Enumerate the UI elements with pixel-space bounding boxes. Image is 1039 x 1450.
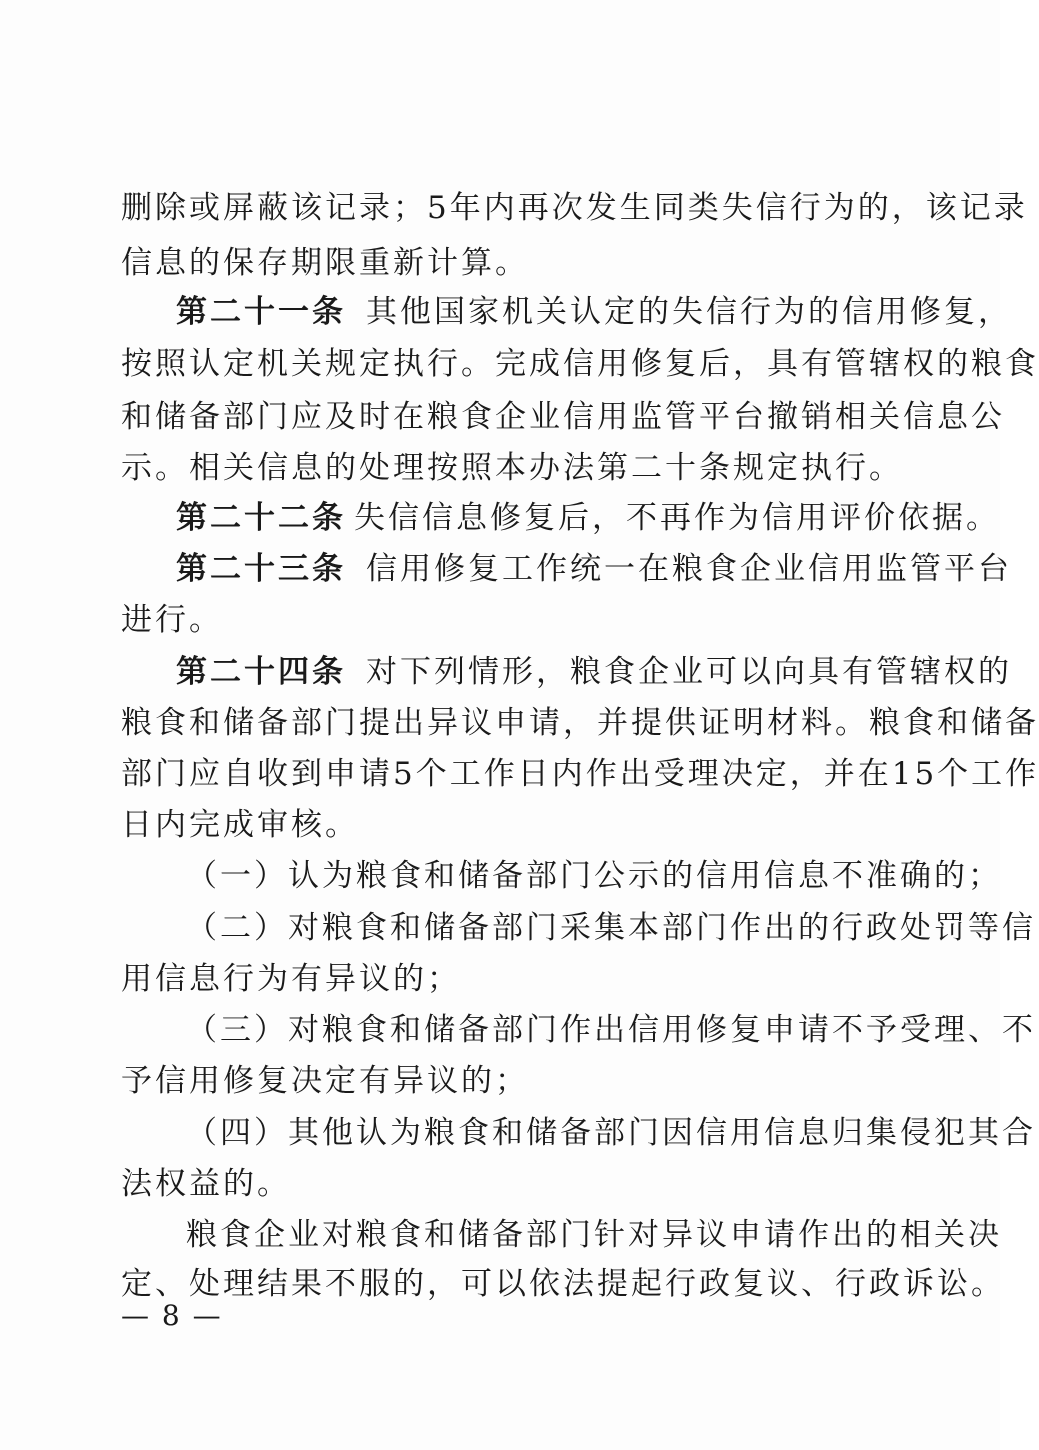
article-24-text: 对下列情形，粮食企业可以向具有管辖权的 [366, 654, 1012, 690]
text-line: 日内完成审核。 [121, 807, 359, 843]
article-22-heading: 第二十二条 [176, 500, 346, 536]
text-line: 定、处理结果不服的，可以依法提起行政复议、行政诉讼。 [121, 1266, 1005, 1302]
text-line: 部门应自收到申请5个工作日内作出受理决定，并在15个工作 [121, 756, 1039, 792]
text-line: 予信用修复决定有异议的； [121, 1063, 529, 1099]
text-line: 信息的保存期限重新计算。 [121, 245, 529, 281]
article-23-text: 信用修复工作统一在粮食企业信用监管平台 [366, 551, 1012, 587]
article-24-heading: 第二十四条 [176, 654, 346, 690]
page-number: — 8 — [121, 1299, 223, 1332]
list-item: （一）认为粮食和储备部门公示的信用信息不准确的； [186, 858, 1002, 894]
article-21-text: 其他国家机关认定的失信行为的信用修复， [366, 294, 1012, 330]
text-line: 示。相关信息的处理按照本办法第二十条规定执行。 [121, 450, 903, 486]
list-item: （三）对粮食和储备部门作出信用修复申请不予受理、不 [186, 1012, 1036, 1048]
text-line: 和储备部门应及时在粮食企业信用监管平台撤销相关信息公 [121, 399, 1005, 435]
text-line: 按照认定机关规定执行。完成信用修复后，具有管辖权的粮食 [121, 346, 1039, 382]
article-23-heading: 第二十三条 [176, 551, 346, 587]
article-22 [176, 492, 1000, 544]
text-line: 粮食企业对粮食和储备部门针对异议申请作出的相关决 [186, 1217, 1002, 1253]
article-22-text: 失信信息修复后，不再作为信用评价依据。 [354, 500, 1000, 536]
text-line: 进行。 [121, 602, 223, 638]
article-24 [176, 646, 1012, 698]
article-21-heading: 第二十一条 [176, 294, 346, 330]
list-item: （四）其他认为粮食和储备部门因信用信息归集侵犯其合 [186, 1115, 1036, 1151]
article-23 [176, 543, 1012, 595]
list-item: （二）对粮食和储备部门采集本部门作出的行政处罚等信 [186, 910, 1036, 946]
text-line: 法权益的。 [121, 1166, 291, 1202]
text-line: 删除或屏蔽该记录；5年内再次发生同类失信行为的，该记录 [121, 190, 1028, 226]
text-line: 用信息行为有异议的； [121, 961, 461, 997]
article-21 [176, 286, 1012, 338]
text-line: 粮食和储备部门提出异议申请，并提供证明材料。粮食和储备 [121, 705, 1039, 741]
